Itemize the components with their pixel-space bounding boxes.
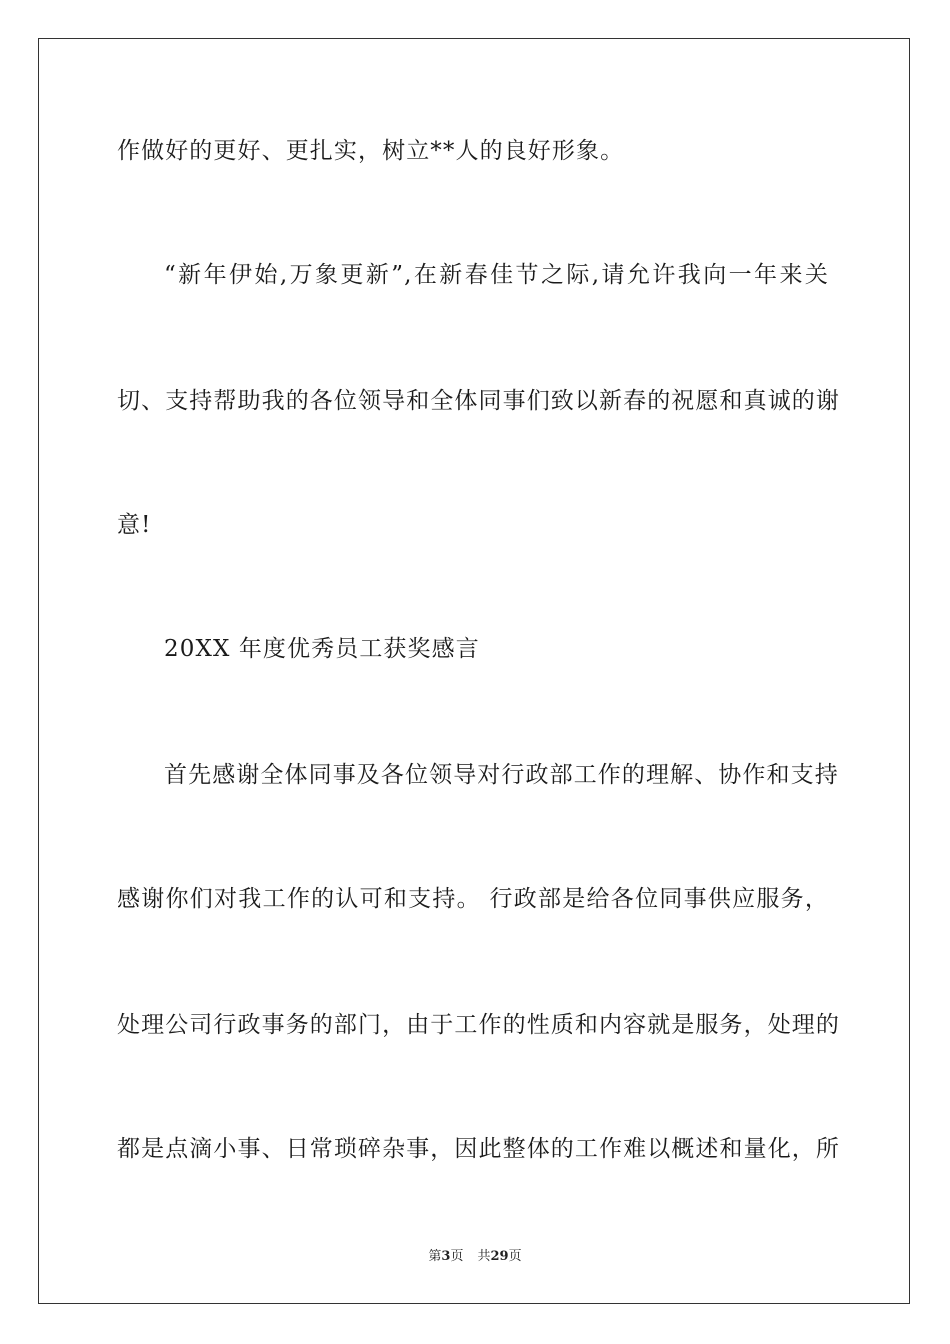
total-pages: 29 (490, 1249, 509, 1264)
body-line-7: 处理公司行政事务的部门，由于工作的性质和内容就是服务，处理的 (117, 1012, 840, 1038)
page-footer (0, 1248, 950, 1266)
page-number: 3 (441, 1249, 451, 1264)
body-line-1: 作做好的更好、更扎实，树立**人的良好形象。 (117, 138, 625, 164)
body-line-3: 切、支持帮助我的各位领导和全体同事们致以新春的祝愿和真诚的谢 (117, 388, 840, 414)
total-suffix: 页 (508, 1249, 522, 1264)
body-line-6: 感谢你们对我工作的认可和支持。 行政部是给各位同事供应服务， (117, 886, 829, 912)
body-line-8: 都是点滴小事、日常琐碎杂事，因此整体的工作难以概述和量化，所 (117, 1136, 840, 1162)
page-border (38, 38, 910, 1304)
body-line-4: 意! (117, 512, 152, 538)
total-prefix: 共 (477, 1249, 491, 1264)
body-line-5: 首先感谢全体同事及各位领导对行政部工作的理解、协作和支持 (164, 762, 839, 788)
section-heading: 20XX 年度优秀员工获奖感言 (164, 636, 480, 662)
page-suffix: 页 (450, 1249, 464, 1264)
body-line-2: “新年伊始,万象更新”,在新春佳节之际,请允许我向一年来关 (164, 262, 829, 288)
page-prefix: 第 (428, 1249, 442, 1264)
